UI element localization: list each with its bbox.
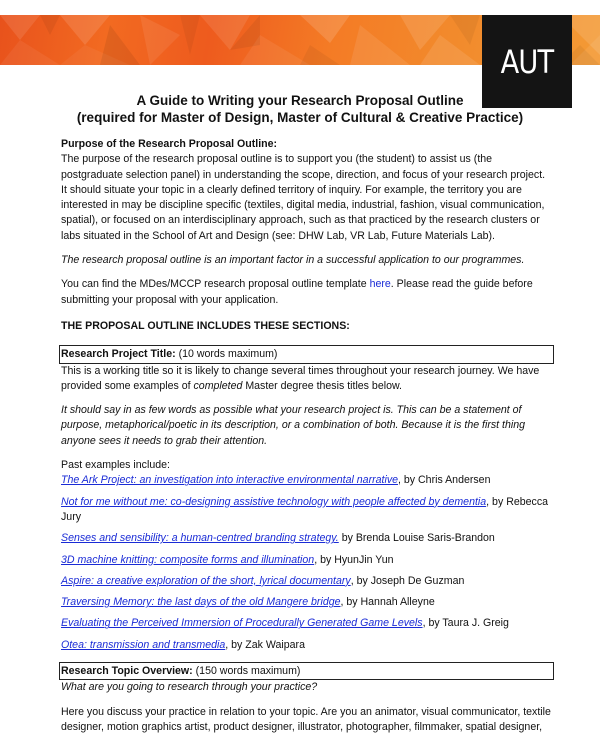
template-text-before: You can find the MDes/MCCP research proposal outline template [61,278,370,291]
example-item [61,574,551,589]
example-link[interactable]: The Ark Project: an investigation into interactive environmental narrative [61,474,399,487]
purpose-emphasis: The research proposal outline is an important factor in a successful application to our programmes. [61,254,525,267]
sections-heading: THE PROPOSAL OUTLINE INCLUDES THESE SECTIONS: [61,319,350,332]
example-author: by Brenda Louise Saris-Brandon [338,532,495,545]
project-title-advice: It should say in as few words as possible what your research project is. This can be a statement of purpose, metaphorical/poetic in its description, or a combination of both. Because it is the first thing anyone sees it needs to grab their attention. [61,404,526,447]
example-author: , by Hannah Alleyne [340,596,435,609]
project-title-limit: (10 words maximum) [175,348,278,361]
example-author: , by Rebecca Jury [61,495,549,523]
example-item [61,595,551,610]
document-body [61,137,551,735]
example-link[interactable]: Senses and sensibility: a human-centred branding strategy. [61,532,339,545]
example-item [61,531,551,546]
document-title-line2: (required for Master of Design, Master of Cultural & Creative Practice) [76,110,524,125]
project-title-label: Research Project Title: [61,348,176,361]
example-author: , by Zak Waipara [225,638,305,651]
example-author: , by Taura J. Greig [422,617,509,630]
template-paragraph [61,277,551,308]
topic-overview-label: Research Topic Overview: [61,665,193,678]
topic-overview-question: What are you going to research through your practice? [61,681,318,694]
example-link[interactable]: 3D machine knitting: composite forms and illumination [61,553,315,566]
example-item [61,495,551,526]
example-item [61,616,551,631]
example-author: , by HyunJin Yun [314,553,394,566]
template-here-link[interactable]: here [369,278,391,291]
topic-overview-body: Here you discuss your practice in relation to your topic. Are you an animator, visual communicator, textile designer, motion graphics artist, product designer, illustrator, photographer, filmmaker, spatial designer, [61,705,551,733]
example-link[interactable]: Traversing Memory: the last days of the old Mangere bridge [61,596,341,609]
purpose-heading: Purpose of the Research Proposal Outline: [61,138,278,150]
purpose-body: The purpose of the research proposal outline is to support you (the student) to assist us (the postgraduate selection panel) in understanding the scope, direction, and focus of your research project. It should situate your topic in a clearly defined territory of inquiry. For example, the territory you are interested in may be discipline specific (textiles, digital media, industrial, fashion, visual communication, spatial), or focused on an interdisciplinary approach, such as that practiced by the research clusters or labs situated in the School of Art and Design (see: DHW Lab, VR Lab, Future Materials Lab). [61,153,546,242]
example-author: , by Joseph De Guzman [350,574,465,587]
example-item [61,638,551,653]
logo-text: AUT [500,42,554,81]
example-link[interactable]: Not for me without me: co-designing assistive technology with people affected by dementia [61,495,487,508]
project-title-body [61,364,551,395]
project-title-box [59,345,554,363]
example-item [61,553,551,568]
project-title-body-before: This is a working title so it is likely to change several times throughout your research journey. We have provided some examples of [61,364,540,392]
example-link[interactable]: Otea: transmission and transmedia [61,638,226,651]
template-text-after: . Please read the guide before submitting your proposal with your application. [61,278,533,306]
past-examples-label: Past examples include: [61,459,170,472]
document-title-line1: A Guide to Writing your Research Proposal Outline [136,93,464,108]
example-author: , by Chris Andersen [398,474,491,487]
topic-overview-limit: (150 words maximum) [192,665,301,678]
project-title-body-em: completed [193,379,243,392]
example-link[interactable]: Evaluating the Perceived Immersion of Procedurally Generated Game Levels [61,617,423,630]
example-link[interactable]: Aspire: a creative exploration of the short, lyrical documentary [61,574,351,587]
example-item [61,473,551,488]
topic-overview-box [59,662,554,680]
project-title-body-after: Master degree thesis titles below. [242,379,402,392]
